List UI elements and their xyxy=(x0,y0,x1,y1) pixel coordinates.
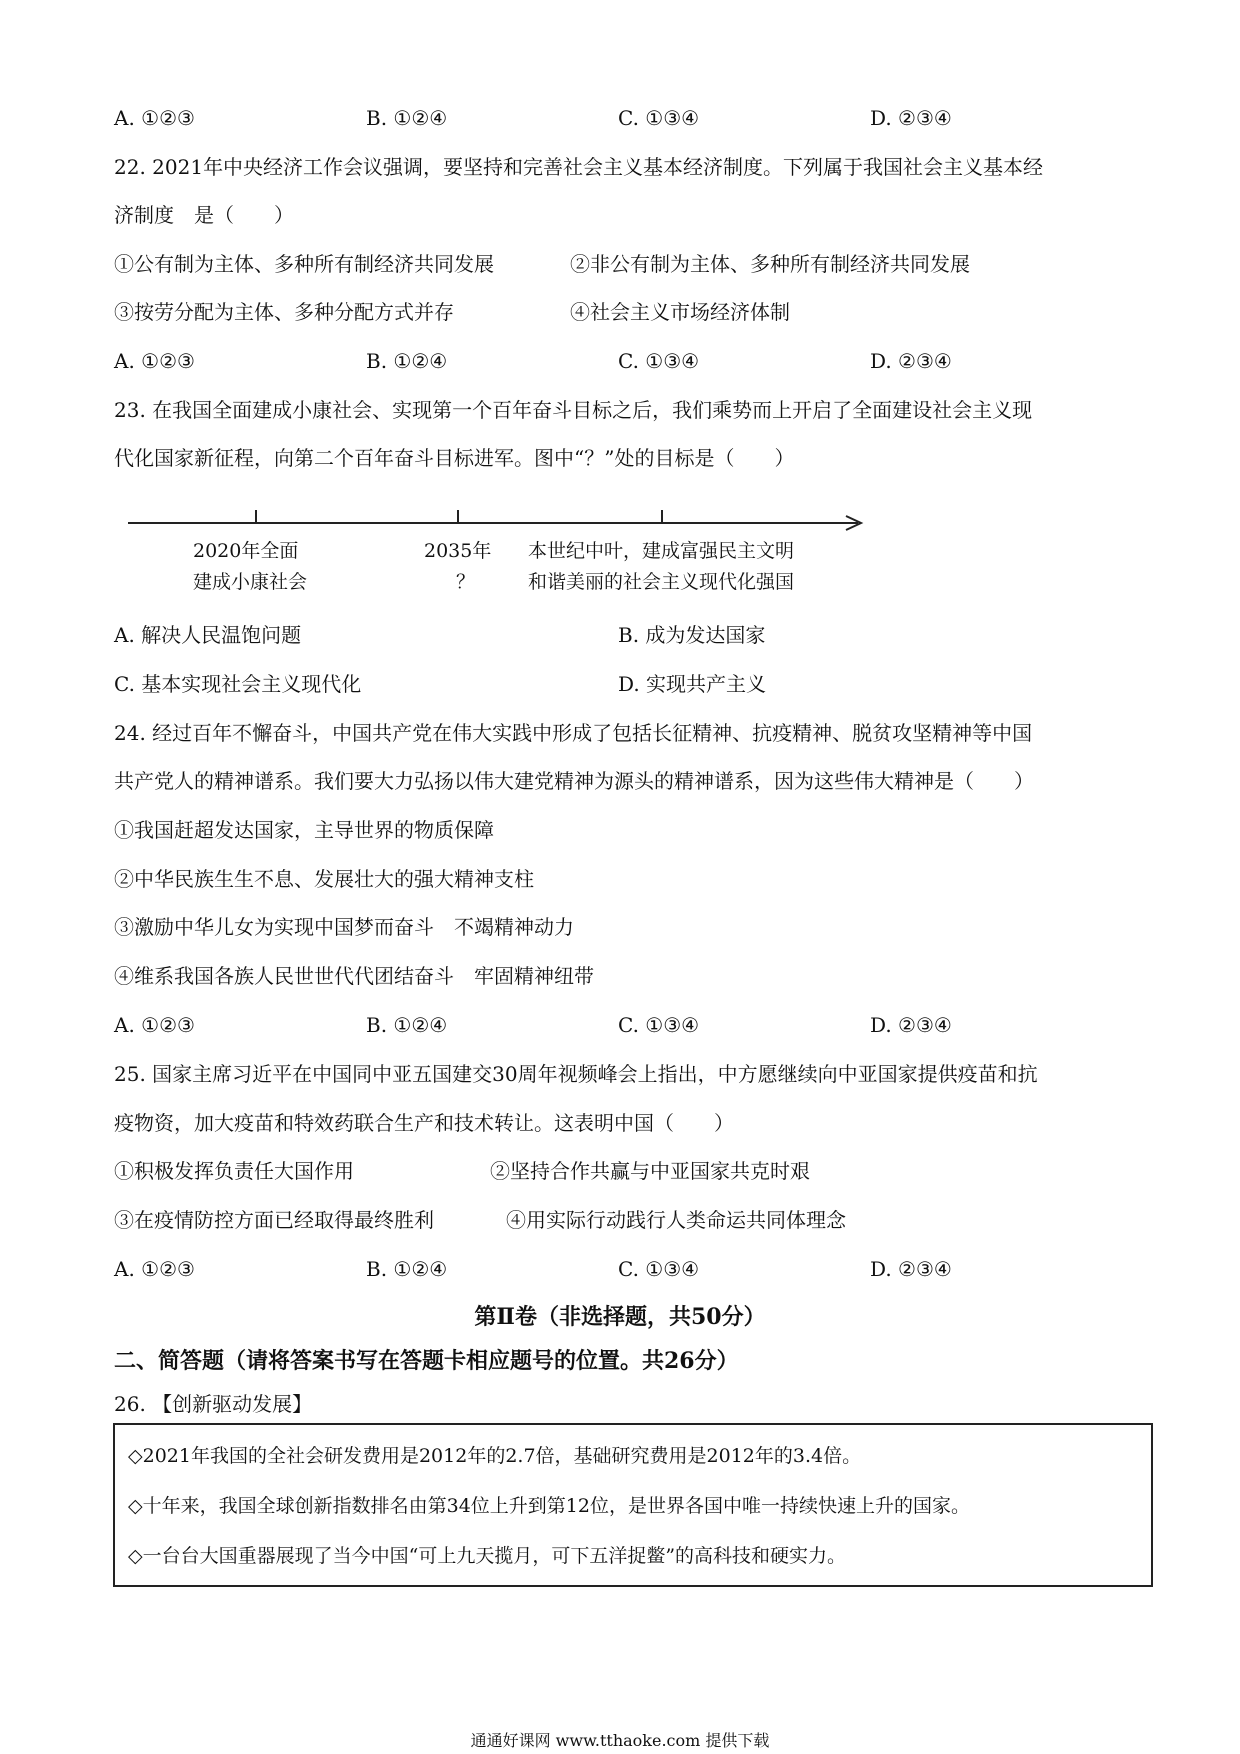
q26-title: 26. 【创新驱动发展】 xyxy=(114,1392,313,1416)
q25-item-4: ④用实际行动践行人类命运共同体理念 xyxy=(506,1208,846,1232)
section2-title: 二、简答题（请将答案书写在答题卡相应题号的位置。共26分） xyxy=(114,1348,739,1374)
q21-option-d: D. ②③④ xyxy=(870,106,952,130)
q24-item-1: ①我国赶超发达国家，主导世界的物质保障 xyxy=(114,818,494,842)
q24-option-b: B. ①②④ xyxy=(366,1013,448,1037)
timeline-label-midcentury-line2: 和谐美丽的社会主义现代化强国 xyxy=(528,571,795,593)
q23-stem-line2: 代化国家新征程，向第二个百年奋斗目标进军。图中“？”处的目标是（ ） xyxy=(114,446,795,470)
q25-stem-line2: 疫物资，加大疫苗和特效药联合生产和技术转让。这表明中国（ ） xyxy=(114,1111,734,1135)
q23-option-a: A. 解决人民温饱问题 xyxy=(114,623,302,647)
q22-item-1: ①公有制为主体、多种所有制经济共同发展 xyxy=(114,252,494,276)
q24-item-4: ④维系我国各族人民世世代代团结奋斗 牢固精神纽带 xyxy=(114,964,594,988)
q22-option-d: D. ②③④ xyxy=(870,349,952,373)
q24-option-d: D. ②③④ xyxy=(870,1013,952,1037)
q24-stem-line1: 24. 经过百年不懈奋斗，中国共产党在伟大实践中形成了包括长征精神、抗疫精神、脱贫攻坚精神等中国 xyxy=(114,721,1033,745)
q26-box-line3: ◇一台台大国重器展现了当今中国“可上九天揽月，可下五洋捉鳖”的高科技和硬实力。 xyxy=(128,1545,847,1567)
q21-option-a: A. ①②③ xyxy=(114,106,195,130)
q25-option-c: C. ①③④ xyxy=(618,1257,700,1281)
q22-item-3: ③按劳分配为主体、多种分配方式并存 xyxy=(114,300,454,324)
q22-stem-line2: 济制度 是（ ） xyxy=(114,203,294,227)
q26-box-line1: ◇2021年我国的全社会研发费用是2012年的2.7倍，基础研究费用是2012年的3.4倍。 xyxy=(128,1445,862,1467)
timeline-label-2035-line2: ？ xyxy=(456,571,476,593)
q25-item-3: ③在疫情防控方面已经取得最终胜利 xyxy=(114,1208,434,1232)
q22-option-a: A. ①②③ xyxy=(114,349,195,373)
q26-box-line2: ◇十年来，我国全球创新指数排名由第34位上升到第12位，是世界各国中唯一持续快速上升的国家。 xyxy=(128,1495,970,1517)
q22-item-4: ④社会主义市场经济体制 xyxy=(570,300,790,324)
q23-option-c: C. 基本实现社会主义现代化 xyxy=(114,672,362,696)
q23-option-b: B. 成为发达国家 xyxy=(618,623,766,647)
q23-option-d: D. 实现共产主义 xyxy=(618,672,767,696)
q21-option-c: C. ①③④ xyxy=(618,106,700,130)
q23-stem-line1: 23. 在我国全面建成小康社会、实现第一个百年奋斗目标之后，我们乘势而上开启了全面建设社会主义现 xyxy=(114,398,1033,422)
q25-option-d: D. ②③④ xyxy=(870,1257,952,1281)
page-footer: 通通好课网 www.tthaoke.com 提供下载 xyxy=(470,1731,770,1750)
q25-item-2: ②坚持合作共赢与中亚国家共克时艰 xyxy=(490,1159,810,1183)
timeline-label-midcentury-line1: 本世纪中叶，建成富强民主文明 xyxy=(528,540,795,562)
timeline-label-2035-line1: 2035年 xyxy=(424,540,492,562)
q22-option-b: B. ①②④ xyxy=(366,349,448,373)
q22-option-c: C. ①③④ xyxy=(618,349,700,373)
q25-option-b: B. ①②④ xyxy=(366,1257,448,1281)
q25-item-1: ①积极发挥负责任大国作用 xyxy=(114,1159,354,1183)
q24-option-c: C. ①③④ xyxy=(618,1013,700,1037)
q24-item-2: ②中华民族生生不息、发展壮大的强大精神支柱 xyxy=(114,867,534,891)
q24-item-3: ③激励中华儿女为实现中国梦而奋斗 不竭精神动力 xyxy=(114,915,574,939)
timeline-label-2020-line2: 建成小康社会 xyxy=(193,571,308,593)
q25-option-a: A. ①②③ xyxy=(114,1257,195,1281)
q24-option-a: A. ①②③ xyxy=(114,1013,195,1037)
q22-stem-line1: 22. 2021年中央经济工作会议强调，要坚持和完善社会主义基本经济制度。下列属于我国社会主义基本经 xyxy=(114,155,1044,179)
q22-item-2: ②非公有制为主体、多种所有制经济共同发展 xyxy=(570,252,970,276)
q23-timeline-axis xyxy=(126,500,876,540)
q25-stem-line1: 25. 国家主席习近平在中国同中亚五国建交30周年视频峰会上指出，中方愿继续向中亚国家提供疫苗和抗 xyxy=(114,1062,1038,1086)
q24-stem-line2: 共产党人的精神谱系。我们要大力弘扬以伟大建党精神为源头的精神谱系，因为这些伟大精神是（ ） xyxy=(114,769,1034,793)
timeline-label-2020-line1: 2020年全面 xyxy=(193,540,299,562)
part2-title: 第Ⅱ卷（非选择题，共50分） xyxy=(474,1304,766,1330)
q21-option-b: B. ①②④ xyxy=(366,106,448,130)
